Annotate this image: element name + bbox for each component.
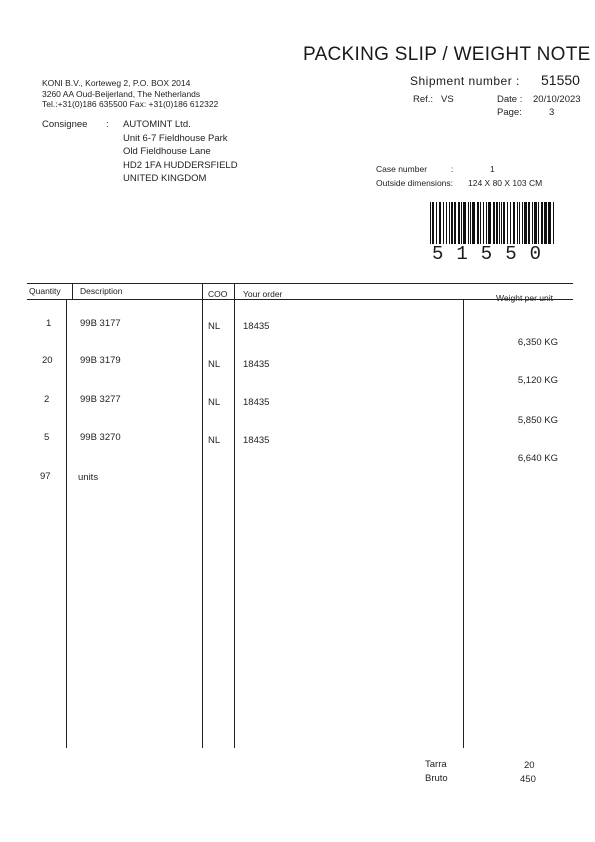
- row-quantity: 20: [42, 355, 53, 366]
- row-coo: NL: [208, 359, 221, 370]
- table-divider: [72, 283, 73, 299]
- header-your-order: Your order: [243, 289, 283, 299]
- row-description: 99B 3179: [80, 355, 121, 366]
- table-header-rule: [27, 299, 573, 300]
- row-description: 99B 3177: [80, 318, 121, 329]
- shipment-number: 51550: [541, 72, 580, 88]
- consignee-line: UNITED KINGDOM: [123, 173, 207, 184]
- consignee-address: [123, 118, 238, 186]
- header-coo: COO: [208, 289, 228, 299]
- document-title: PACKING SLIP / WEIGHT NOTE: [303, 44, 591, 65]
- row-quantity: 5: [44, 432, 50, 443]
- tarra-label: Tarra: [425, 759, 447, 770]
- table-divider: [66, 299, 67, 748]
- table-divider: [234, 283, 235, 748]
- consignee-line: Unit 6-7 Fieldhouse Park: [123, 132, 228, 144]
- row-order: 18435: [243, 397, 270, 408]
- header-quantity: Quantity: [29, 286, 61, 296]
- dimensions-value: 124 X 80 X 103 CM: [468, 178, 543, 188]
- consignee-line: Old Fieldhouse Lane: [123, 146, 211, 157]
- consignee-line: AUTOMINT Ltd.: [123, 119, 191, 130]
- ref-value: VS: [441, 94, 454, 105]
- header-description: Description: [80, 286, 123, 296]
- header-weight: Weight per unit: [496, 293, 554, 303]
- sender-address: [42, 78, 218, 110]
- date-value: 20/10/2023: [533, 94, 581, 105]
- row-weight: 5,120 KG: [517, 375, 558, 386]
- tarra-value: 20: [524, 760, 535, 771]
- row-coo: NL: [208, 397, 221, 408]
- consignee-colon: :: [106, 119, 109, 130]
- case-number-colon: :: [451, 164, 454, 174]
- barcode-digits: 51550: [432, 243, 555, 265]
- table-divider: [202, 283, 203, 748]
- row-quantity: 2: [44, 394, 50, 405]
- case-number-value: 1: [490, 164, 495, 174]
- row-quantity: 1: [46, 318, 52, 329]
- consignee-line: HD2 1FA HUDDERSFIELD: [123, 159, 238, 171]
- table-top-rule: [27, 283, 573, 284]
- page-value: 3: [549, 107, 555, 118]
- row-weight: 6,350 KG: [517, 337, 558, 348]
- dimensions-label: Outside dimensions:: [376, 178, 454, 188]
- sender-line-1: KONI B.V., Korteweg 2, P.O. BOX 2014: [42, 78, 191, 88]
- row-order: 18435: [243, 321, 270, 332]
- case-number-label: Case number: [376, 164, 428, 174]
- row-order: 18435: [243, 359, 270, 370]
- row-coo: NL: [208, 435, 221, 446]
- shipment-number-label: Shipment number :: [410, 74, 520, 88]
- bruto-label: Bruto: [425, 773, 448, 784]
- bruto-value: 450: [520, 774, 536, 785]
- table-divider: [463, 299, 464, 748]
- sender-line-2: 3260 AA Oud-Beijerland, The Netherlands: [42, 88, 201, 99]
- row-description: 99B 3277: [80, 394, 121, 405]
- ref-label: Ref.:: [413, 94, 434, 105]
- sender-line-3: Tel.:+31(0)186 635500 Fax: +31(0)186 612322: [42, 99, 219, 109]
- total-unit: units: [78, 472, 99, 483]
- row-weight: 5,850 KG: [517, 415, 558, 426]
- row-order: 18435: [243, 435, 270, 446]
- row-weight: 6,640 KG: [517, 453, 558, 464]
- page-label: Page:: [497, 107, 522, 118]
- date-label: Date :: [497, 94, 523, 105]
- barcode-image: [430, 202, 556, 244]
- row-description: 99B 3270: [80, 432, 121, 443]
- total-quantity: 97: [40, 471, 51, 482]
- row-coo: NL: [208, 321, 221, 332]
- consignee-label: Consignee: [42, 119, 88, 130]
